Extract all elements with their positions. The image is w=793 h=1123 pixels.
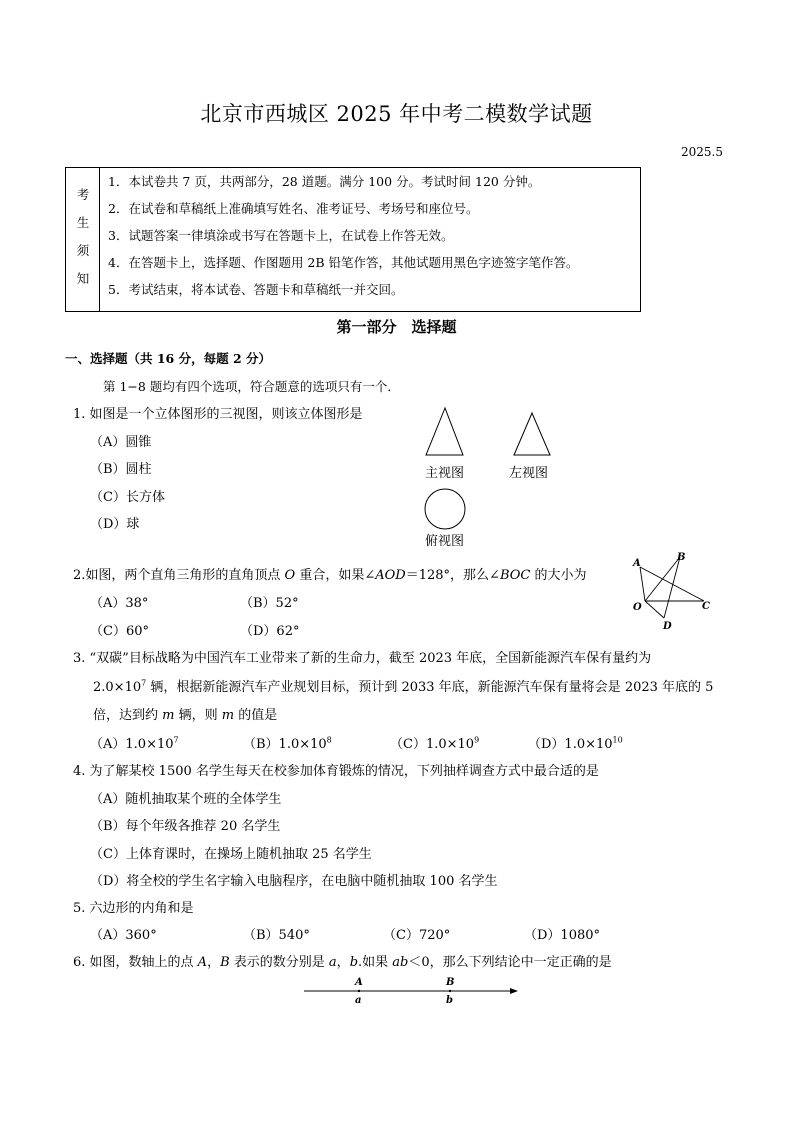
notice-side-char: 须 xyxy=(76,243,90,258)
notice-side-char: 知 xyxy=(76,271,90,286)
q2-stem-part: 的大小为 xyxy=(530,568,587,583)
q3-line-2-part: 辆，根据新能源汽车产业规划目标，预计到 2033 年底，新能源汽车保有量将会是 2023 年底的 5 xyxy=(146,680,714,695)
q6-axis-label-b-value: b xyxy=(446,995,453,1006)
q2-label-o: O xyxy=(633,602,642,613)
q2-stem-part: 2.如图，两个直角三角形的直角顶点 xyxy=(73,568,285,583)
q4-option-a: （A）随机抽取某个班的全体学生 xyxy=(90,792,282,807)
q3-line-1: 3. “双碳”目标战略为中国汽车工业带来了新的生命力，截至 2023 年底，全国新能源汽车保有量约为 xyxy=(73,651,652,666)
arrow-right-icon xyxy=(510,988,518,994)
q2-stem-part: 重合，如果∠ xyxy=(295,568,376,583)
q3-line-3-part: 倍，达到约 xyxy=(93,708,163,723)
notice-line: 1．本试卷共 7 页，共两部分，28 道题。满分 100 分。考试时间 120 分钟。 xyxy=(108,174,541,189)
q3-line-2 xyxy=(93,676,713,695)
q3-line-2-part: 2.0×10 xyxy=(93,680,142,695)
q1-left-view-label: 左视图 xyxy=(509,466,549,481)
front-view-triangle xyxy=(426,408,463,455)
q2-label-a: A xyxy=(633,558,641,569)
q2-point-o: O xyxy=(284,568,296,583)
notice-line: 2．在试卷和草稿纸上准确填写姓名、准考证号、考场号和座位号。 xyxy=(108,201,479,216)
q6-stem-part: ， xyxy=(336,955,350,970)
q1-option-b: （B）圆柱 xyxy=(90,462,152,477)
q3-option-text: （B）1.0×10 xyxy=(243,737,327,752)
q2-stem-part: ＝128°，那么∠ xyxy=(405,568,500,583)
q6-var-a: a xyxy=(328,955,337,970)
notice-line: 3．试题答案一律填涂或书写在答题卡上，在试卷上作答无效。 xyxy=(108,228,454,243)
q6-stem xyxy=(73,951,612,970)
exam-date: 2025.5 xyxy=(681,145,723,159)
notice-side-char: 生 xyxy=(76,215,90,230)
q1-option-a: （A）圆锥 xyxy=(90,435,152,450)
q4-option-d: （D）将全校的学生名字输入电脑程序，在电脑中随机抽取 100 名学生 xyxy=(90,874,498,889)
q5-option-b: （B）540° xyxy=(243,928,310,943)
q2-label-b: B xyxy=(677,552,686,563)
part-instruction: 第 1−8 题均有四个选项，符合题意的选项只有一个． xyxy=(103,379,400,394)
notice-line: 4．在答题卡上，选择题、作图题用 2B 铅笔作答，其他试题用黑色字迹签字笔作答。 xyxy=(108,255,579,270)
section-title: 第一部分 选择题 xyxy=(336,318,457,336)
q6-stem-part: ＜0，那么下列结论中一定正确的是 xyxy=(408,955,612,970)
q3-option-c xyxy=(390,733,479,752)
q2-triangles-figure xyxy=(628,550,728,635)
q6-stem-part: .如果 xyxy=(358,955,393,970)
q1-option-c: （C）长方体 xyxy=(90,490,165,505)
q6-stem-part: 6. 如图，数轴上的点 xyxy=(73,955,198,970)
q6-var-ab: ab xyxy=(392,955,409,970)
page-title: 北京市西城区 2025 年中考二模数学试题 xyxy=(200,102,593,126)
notice-box xyxy=(65,167,641,312)
q3-variable-m: m xyxy=(221,708,235,723)
q4-option-c: （C）上体育课时，在操场上随机抽取 25 名学生 xyxy=(90,847,372,862)
q2-label-c: C xyxy=(702,601,710,612)
q3-option-exponent: 8 xyxy=(326,735,332,745)
q6-point-a: A xyxy=(197,955,208,970)
part-heading: 一、选择题（共 16 分，每题 2 分） xyxy=(65,351,272,366)
q3-option-text: （D）1.0×10 xyxy=(528,737,613,752)
q2-option-c: （C）60° xyxy=(90,624,149,639)
q2-label-d: D xyxy=(663,621,672,632)
q6-axis-label-a-point: A xyxy=(355,977,363,988)
notice-side-char: 考 xyxy=(76,187,90,202)
q2-angle-aod: AOD xyxy=(375,568,406,583)
q3-line-3 xyxy=(93,704,277,723)
q1-option-d: （D）球 xyxy=(90,517,140,532)
q3-option-exponent: 7 xyxy=(173,735,179,745)
left-view-triangle xyxy=(514,413,550,455)
q5-option-c: （C）720° xyxy=(383,928,451,943)
q6-axis-label-a-value: a xyxy=(355,995,362,1006)
q5-option-a: （A）360° xyxy=(90,928,157,943)
q3-line-3-part: 辆，则 xyxy=(174,708,222,723)
q6-number-line xyxy=(300,972,525,1007)
q5-option-d: （D）1080° xyxy=(524,928,601,943)
q3-option-exponent: 9 xyxy=(474,735,480,745)
q3-variable-m: m xyxy=(162,708,175,723)
q3-option-exponent: 10 xyxy=(612,735,623,745)
q4-option-b: （B）每个年级各推荐 20 名学生 xyxy=(90,819,281,834)
notice-side-label xyxy=(66,168,100,311)
top-view-circle xyxy=(425,489,465,529)
q2-option-b: （B）52° xyxy=(240,596,299,611)
q3-option-text: （A）1.0×10 xyxy=(90,737,174,752)
q3-option-b xyxy=(243,733,332,752)
q3-option-d xyxy=(528,733,623,752)
q6-point-b: B xyxy=(220,955,230,970)
q6-stem-part: 表示的数分别是 xyxy=(229,955,329,970)
q6-var-b: b xyxy=(349,955,359,970)
q3-option-text: （C）1.0×10 xyxy=(390,737,475,752)
q3-line-3-part: 的值是 xyxy=(234,708,278,723)
q2-option-d: （D）62° xyxy=(240,624,300,639)
q1-stem: 1. 如图是一个立体图形的三视图，则该立体图形是 xyxy=(73,407,363,422)
q2-stem xyxy=(73,564,586,583)
q2-option-a: （A）38° xyxy=(90,596,149,611)
q3-exponent: 7 xyxy=(141,678,147,688)
q2-angle-boc: BOC xyxy=(499,568,531,583)
q5-stem: 5. 六边形的内角和是 xyxy=(73,901,194,916)
notice-line: 5．考试结束，将本试卷、答题卡和草稿纸一并交回。 xyxy=(108,282,404,297)
q6-stem-part: ， xyxy=(207,955,221,970)
q1-front-view-label: 主视图 xyxy=(425,466,465,481)
q1-top-view-label: 俯视图 xyxy=(425,534,465,549)
q4-stem: 4. 为了解某校 1500 名学生每天在校参加体育锻炼的情况，下列抽样调查方式中最合适的是 xyxy=(73,764,599,779)
q6-axis-label-b-point: B xyxy=(446,977,455,988)
q3-option-a xyxy=(90,733,179,752)
